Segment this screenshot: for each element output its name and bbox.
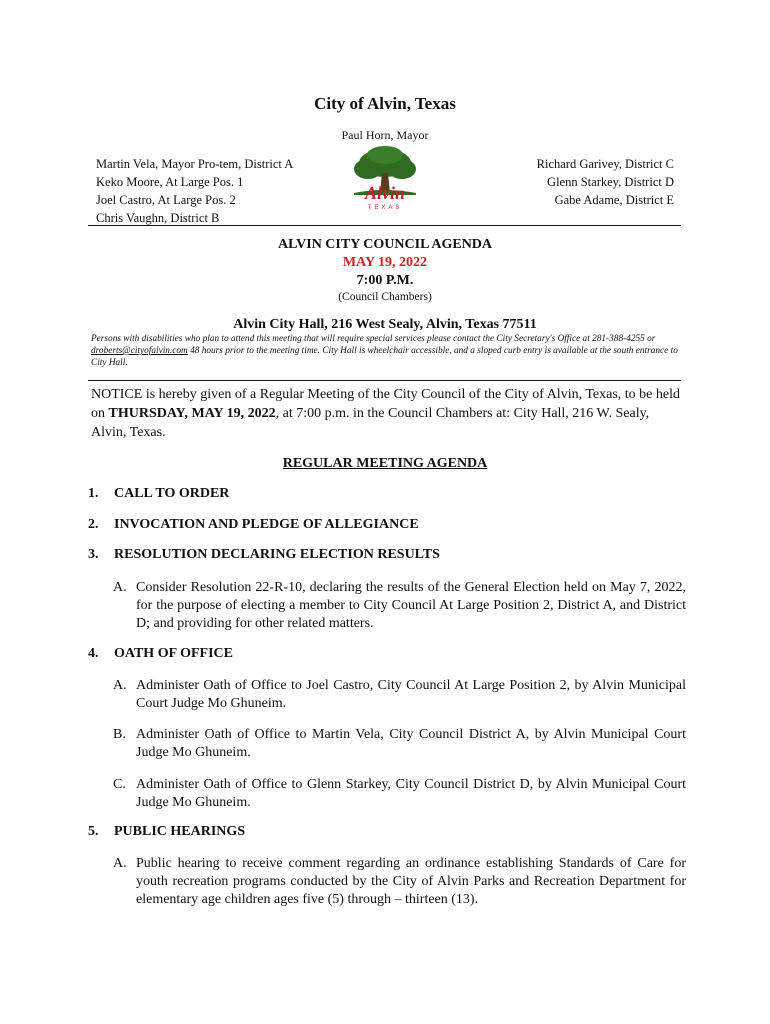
council-member: Keko Moore, At Large Pos. 1 [96, 175, 244, 189]
subitem-label: A. [113, 580, 127, 595]
agenda-item-number: 3. [88, 547, 99, 562]
agenda-subitem [113, 579, 686, 633]
email-link[interactable]: droberts@cityofalvin.com [91, 346, 188, 356]
ada-notice [91, 333, 681, 369]
notice-date: THURSDAY, MAY 19, 2022 [108, 406, 276, 421]
subitem-label: A. [113, 856, 127, 871]
subitem-text: Consider Resolution 22-R-10, declaring the results of the General Election held on May 7, 2022, for the purpose of electing a member to City Council At Large Position 2, District A, and District D; and providing for other related matters. [136, 580, 686, 631]
logo-subword: TEXAS [367, 205, 403, 211]
agenda-subitem [113, 776, 686, 812]
subitem-label: B. [113, 727, 126, 742]
council-member: Richard Garivey, District C [536, 157, 674, 171]
council-member: Martin Vela, Mayor Pro-tem, District A [96, 157, 294, 171]
council-member: Glenn Starkey, District D [547, 175, 674, 189]
ada-notice-text: 48 hours prior to the meeting time. City Hall is wheelchair accessible, and a sloped curb entry is available at the south entrance to City Hall. [91, 346, 678, 368]
agenda-subitem [113, 726, 686, 762]
council-member: Joel Castro, At Large Pos. 2 [96, 193, 236, 207]
header-divider [88, 225, 681, 226]
subitem-text: Administer Oath of Office to Joel Castro, City Council At Large Position 2, by Alvin Municipal Court Judge Mo Ghuneim. [136, 678, 686, 711]
agenda-item-title: CALL TO ORDER [114, 486, 230, 501]
subitem-text: Administer Oath of Office to Martin Vela, City Council District A, by Alvin Municipal Court Judge Mo Ghuneim. [136, 727, 686, 760]
council-member: Chris Vaughn, District B [96, 211, 220, 225]
agenda-title: ALVIN CITY COUNCIL AGENDA [277, 237, 493, 252]
agenda-item-title: OATH OF OFFICE [114, 646, 233, 661]
meeting-notice [91, 385, 683, 442]
agenda-item-number: 5. [88, 824, 99, 839]
meeting-time: 7:00 P.M. [356, 273, 414, 288]
logo-wordmark: Alvin [364, 183, 406, 203]
subitem-label: A. [113, 678, 127, 693]
ada-notice-text: Persons with disabilities who plan to attend this meeting that will require special services please contact the City Secretary's Office at 281-388-4255 or [91, 334, 656, 344]
meeting-room: (Council Chambers) [338, 291, 432, 303]
agenda-item-number: 1. [88, 486, 99, 501]
mayor-line: Paul Horn, Mayor [341, 128, 429, 142]
agenda-item-title: INVOCATION AND PLEDGE OF ALLEGIANCE [114, 517, 419, 532]
agenda-item-number: 4. [88, 646, 99, 661]
subitem-label: C. [113, 777, 126, 792]
council-members-left [96, 155, 293, 227]
subitem-text: Public hearing to receive comment regarding an ordinance establishing Standards of Care for youth recreation programs conducted by the City of Alvin Parks and Recreation Department for elementary age children ages five (5) through – thirteen (13). [136, 856, 686, 907]
agenda-item-title: RESOLUTION DECLARING ELECTION RESULTS [114, 547, 440, 562]
city-of-alvin-logo [346, 143, 424, 213]
agenda-subitem [113, 677, 686, 713]
council-member: Gabe Adame, District E [554, 193, 674, 207]
section-title: REGULAR MEETING AGENDA [282, 456, 488, 471]
meeting-location: Alvin City Hall, 216 West Sealy, Alvin, Texas 77511 [233, 317, 537, 332]
notice-text: , at 7:00 p.m. in the Council Chambers at: City Hall, 216 W. Sealy, Alvin, Texas. [91, 406, 650, 440]
agenda-item-number: 2. [88, 517, 99, 532]
council-members-right [537, 155, 674, 209]
notice-divider [88, 380, 681, 381]
agenda-subitem [113, 855, 686, 909]
notice-text: NOTICE is hereby given of a Regular Meeting of the City Council of the City of Alvin, Texas, to be held on [91, 387, 680, 421]
agenda-item-title: PUBLIC HEARINGS [114, 824, 246, 839]
city-title: City of Alvin, Texas [314, 94, 456, 113]
subitem-text: Administer Oath of Office to Glenn Starkey, City Council District D, by Alvin Municipal Court Judge Mo Ghuneim. [136, 777, 686, 810]
meeting-date: MAY 19, 2022 [342, 255, 428, 270]
